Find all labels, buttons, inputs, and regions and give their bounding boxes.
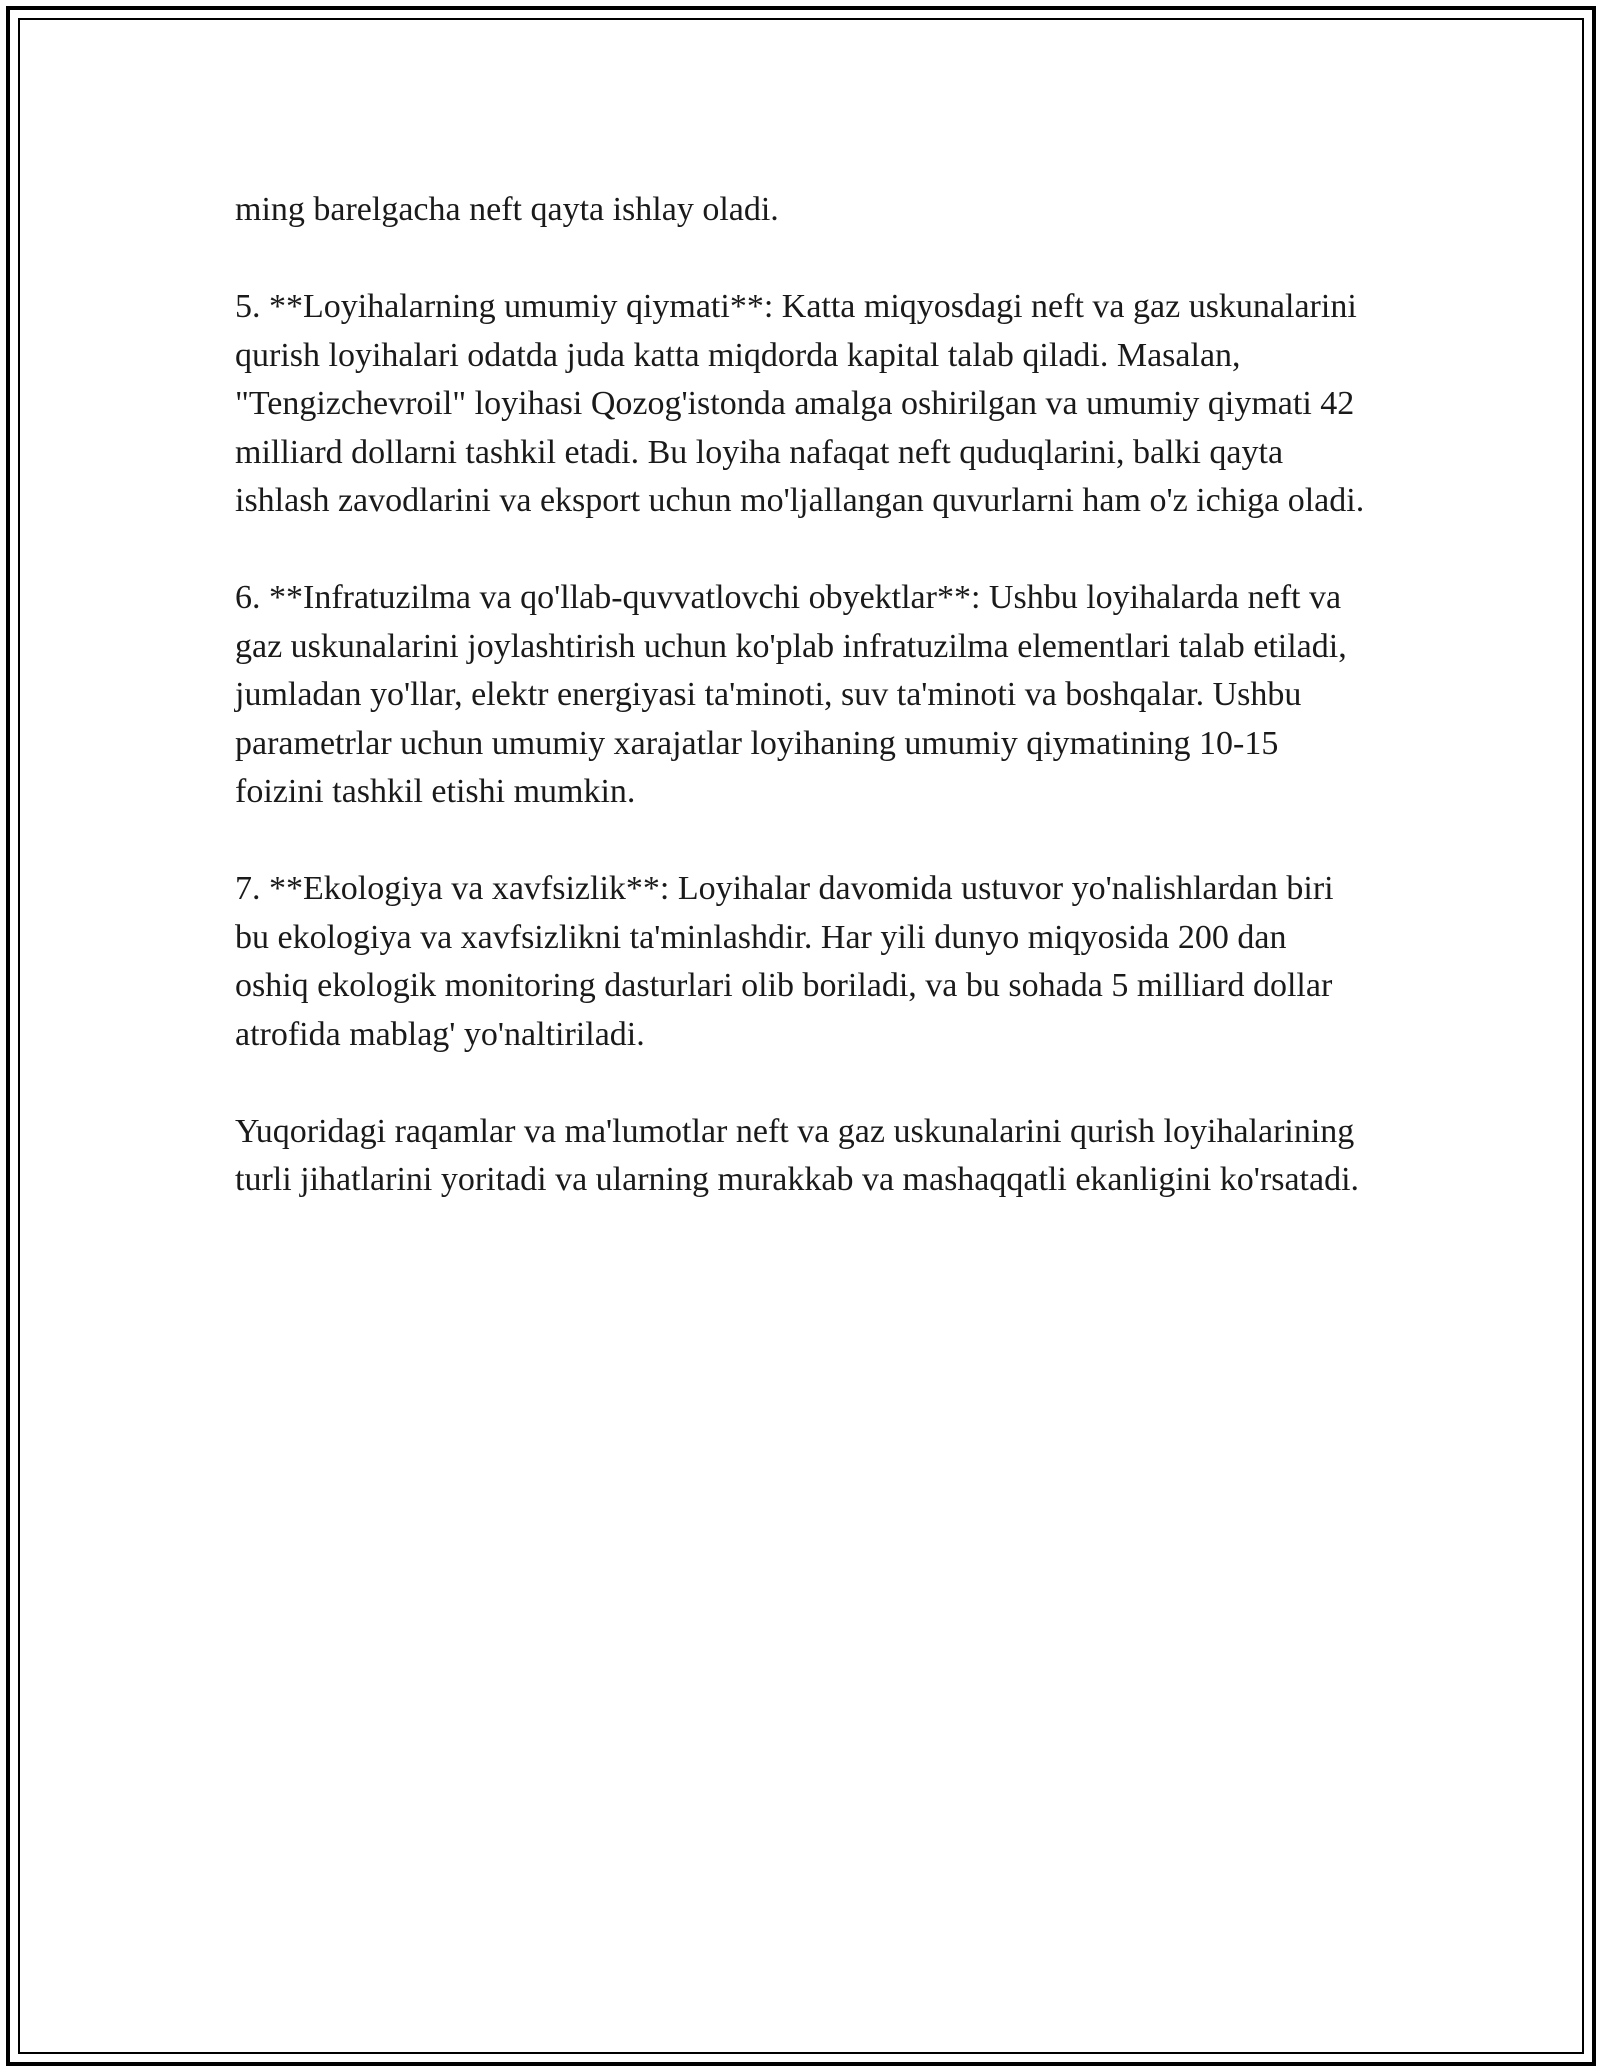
paragraph-item-6: 6. **Infratuzilma va qo'llab-quvvatlovchi obyektlar**: Ushbu loyihalarda neft va gaz uskunalarini joylashtirish uchun ko'plab infratuzilma elementlari talab etiladi, jumladan yo'llar, elektr energiyasi ta'minoti, suv ta'minoti va boshqalar. Ushbu parametrlar uchun umumiy xarajatlar loyihaning umumiy qiymatining 10-15 foizini tashkil etishi mumkin. (235, 579, 1347, 810)
paragraph-conclusion: Yuqoridagi raqamlar va ma'lumotlar neft va gaz uskunalarini qurish loyihalarining turli jihatlarini yoritadi va ularning murakkab va mashaqqatli ekanligini ko'rsatadi. (235, 1112, 1360, 1198)
paragraph-item-5: 5. **Loyihalarning umumiy qiymati**: Katta miqyosdagi neft va gaz uskunalarini qurish loyihalari odatda juda katta miqdorda kapital talab qiladi. Masalan, "Tengizchevroil" loyihasi Qozog'istonda amalga oshirilgan va umumiy qiymati 42 milliard dollarni tashkil etadi. Bu loyiha nafaqat neft quduqlarini, balki qayta ishlash zavodlarini va eksport uchun mo'ljallangan quvurlarni ham o'z ichiga oladi. (235, 288, 1365, 519)
paragraph-continuation: ming barelgacha neft qayta ishlay oladi. (235, 191, 779, 228)
paragraph-item-7: 7. **Ekologiya va xavfsizlik**: Loyihalar davomida ustuvor yo'nalishlardan biri bu ekologiya va xavfsizlikni ta'minlashdir. Har yili dunyo miqyosida 200 dan oshiq ekologik monitoring dasturlari olib boriladi, va bu sohada 5 milliard dollar atrofida mablag' yo'naltiriladi. (235, 870, 1334, 1053)
document-body (235, 186, 1365, 1253)
